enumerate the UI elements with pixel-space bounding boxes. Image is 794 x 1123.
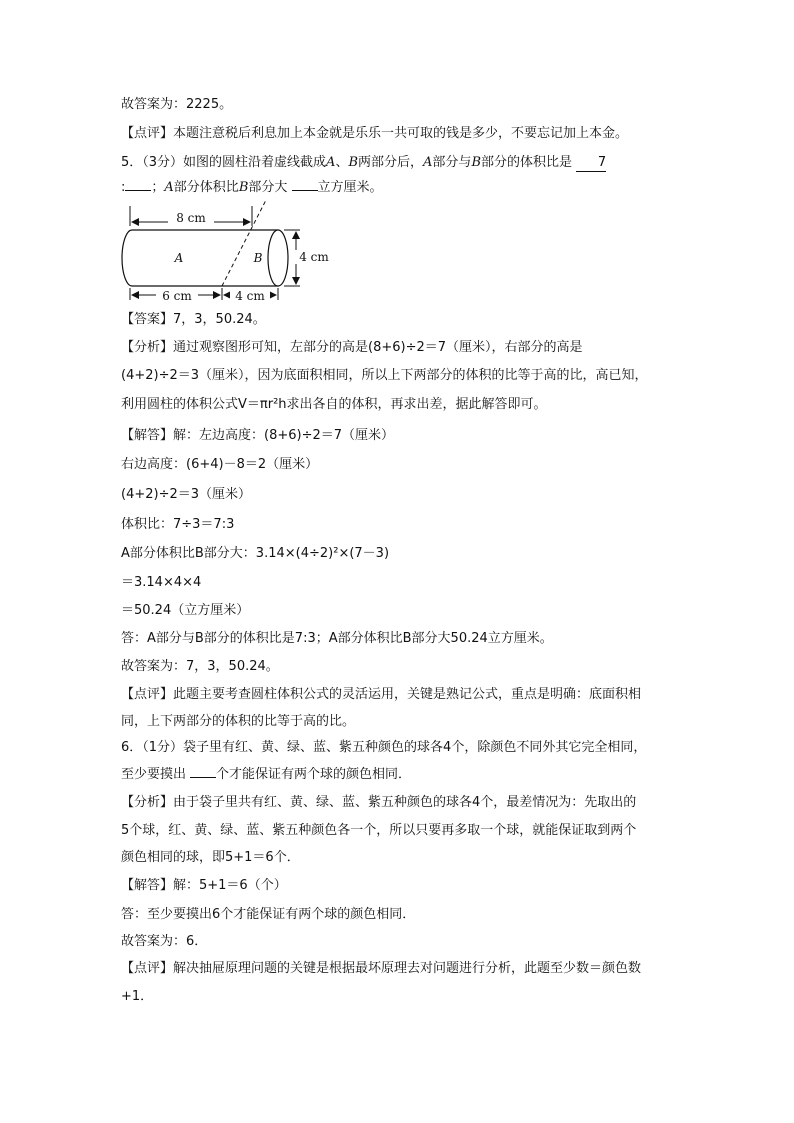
text-line: ＝50.24（立方厘米）	[121, 603, 250, 618]
dim-label-bottom-left: 6 cm	[162, 289, 192, 303]
text-line: 【分析】通过观察图形可知，左部分的高是(8+6)÷2＝7（厘米），右部分的高是	[121, 340, 583, 355]
dim-label-right: 4 cm	[299, 250, 329, 264]
q5-var: A	[423, 155, 433, 170]
answer-blank	[190, 777, 216, 778]
q5-text: :	[121, 180, 126, 195]
dim-label-top: 8 cm	[176, 211, 206, 225]
text-line: 故答案为：7，3，50.24。	[121, 659, 279, 674]
text-line: 颜色相同的球，即5+1＝6个．	[121, 850, 300, 865]
text-line: 答：A部分与B部分的体积比是7:3；A部分体积比B部分大50.24立方厘米。	[121, 631, 553, 646]
part-b-label: B	[253, 251, 263, 265]
answer-blank	[125, 190, 151, 191]
text-line: 【点评】解决抽屉原理问题的关键是根据最坏原理去对问题进行分析，此题至少数＝颜色数	[121, 961, 642, 976]
text-line: 6．（1分）袋子里有红、黄、绿、蓝、紫五种颜色的球各4个，除颜色不同外其它完全相同，	[121, 740, 647, 755]
text-line: 答：至少要摸出6个才能保证有两个球的颜色相同．	[121, 907, 416, 922]
text-line: 5个球，红、黄、绿、蓝、紫五种颜色各一个，所以只要再多取一个球，就能保证取到两个	[121, 823, 637, 838]
text-line: 右边高度：(6+4)－8＝2（厘米）	[121, 457, 319, 472]
text-line: (4+2)÷2＝3（厘米）	[121, 487, 252, 502]
cylinder-right-end	[268, 230, 288, 286]
dim-label-bottom-right: 4 cm	[235, 289, 265, 303]
q5-text: 、	[335, 155, 349, 170]
q5-text: 部分体积比	[173, 180, 239, 195]
text-line: 【点评】此题主要考查圆柱体积公式的灵活运用，关键是熟记公式，重点是明确：底面积相	[121, 687, 642, 702]
q6-text: 个才能保证有两个球的颜色相同．	[216, 767, 412, 782]
q5-text: ；	[151, 180, 165, 195]
text-line: 利用圆柱的体积公式V＝πr²h求出各自的体积，再求出差，据此解答即可。	[121, 397, 547, 412]
answer-blank	[292, 190, 318, 191]
text-line: 故答案为：6．	[121, 934, 208, 949]
text-line: 同，上下两部分的体积的比等于高的比。	[121, 714, 356, 729]
q5-text: 两部分后，	[358, 155, 424, 170]
text-line: +1．	[121, 989, 154, 1004]
text-line: 故答案为：2225。	[121, 97, 233, 112]
q5-var: A	[326, 155, 336, 170]
q6-text: 至少要摸出	[121, 767, 187, 782]
text-line: 【答案】7，3，50.24。	[121, 312, 266, 327]
cylinder-left-end	[122, 230, 132, 286]
question-5-line2	[121, 180, 383, 196]
text-line: 【解答】解：左边高度：(8+6)÷2＝7（厘米）	[121, 428, 395, 443]
text-line: (4+2)÷2＝3（厘米），因为底面积相同，所以上下两部分的体积的比等于高的比，高已知，	[121, 368, 648, 383]
q5-var: A	[164, 180, 174, 195]
text-line: ＝3.14×4×4	[121, 575, 202, 590]
cylinder-figure	[118, 198, 338, 308]
question-6-line2	[121, 767, 411, 783]
q5-text: 部分大	[248, 180, 288, 195]
q5-text: 部分与	[432, 155, 472, 170]
q5-var: B	[348, 155, 359, 170]
text-line: 【点评】本题注意税后利息加上本金就是乐乐一共可取的钱是多少，不要忘记加上本金。	[121, 126, 629, 141]
q5-var: B	[238, 180, 249, 195]
text-line: 体积比：7÷3＝7:3	[121, 517, 235, 532]
text-line: 【解答】解：5+1＝6（个）	[121, 878, 287, 893]
text-line: 【分析】由于袋子里共有红、黄、绿、蓝、紫五种颜色的球各4个，最差情况为：先取出的	[121, 795, 637, 810]
answer-blank: 7	[576, 155, 606, 172]
q5-var: B	[471, 155, 481, 170]
cut-line	[222, 200, 266, 286]
q5-text: 5．（3分）如图的圆柱沿着虚线截成	[121, 155, 327, 170]
part-a-label: A	[174, 251, 184, 265]
text-line: A部分体积比B部分大：3.14×(4÷2)²×(7－3)	[121, 546, 390, 561]
q5-text: 立方厘米。	[317, 180, 383, 195]
q5-text: 部分的体积比是	[481, 155, 573, 170]
question-5-line1	[121, 155, 606, 172]
